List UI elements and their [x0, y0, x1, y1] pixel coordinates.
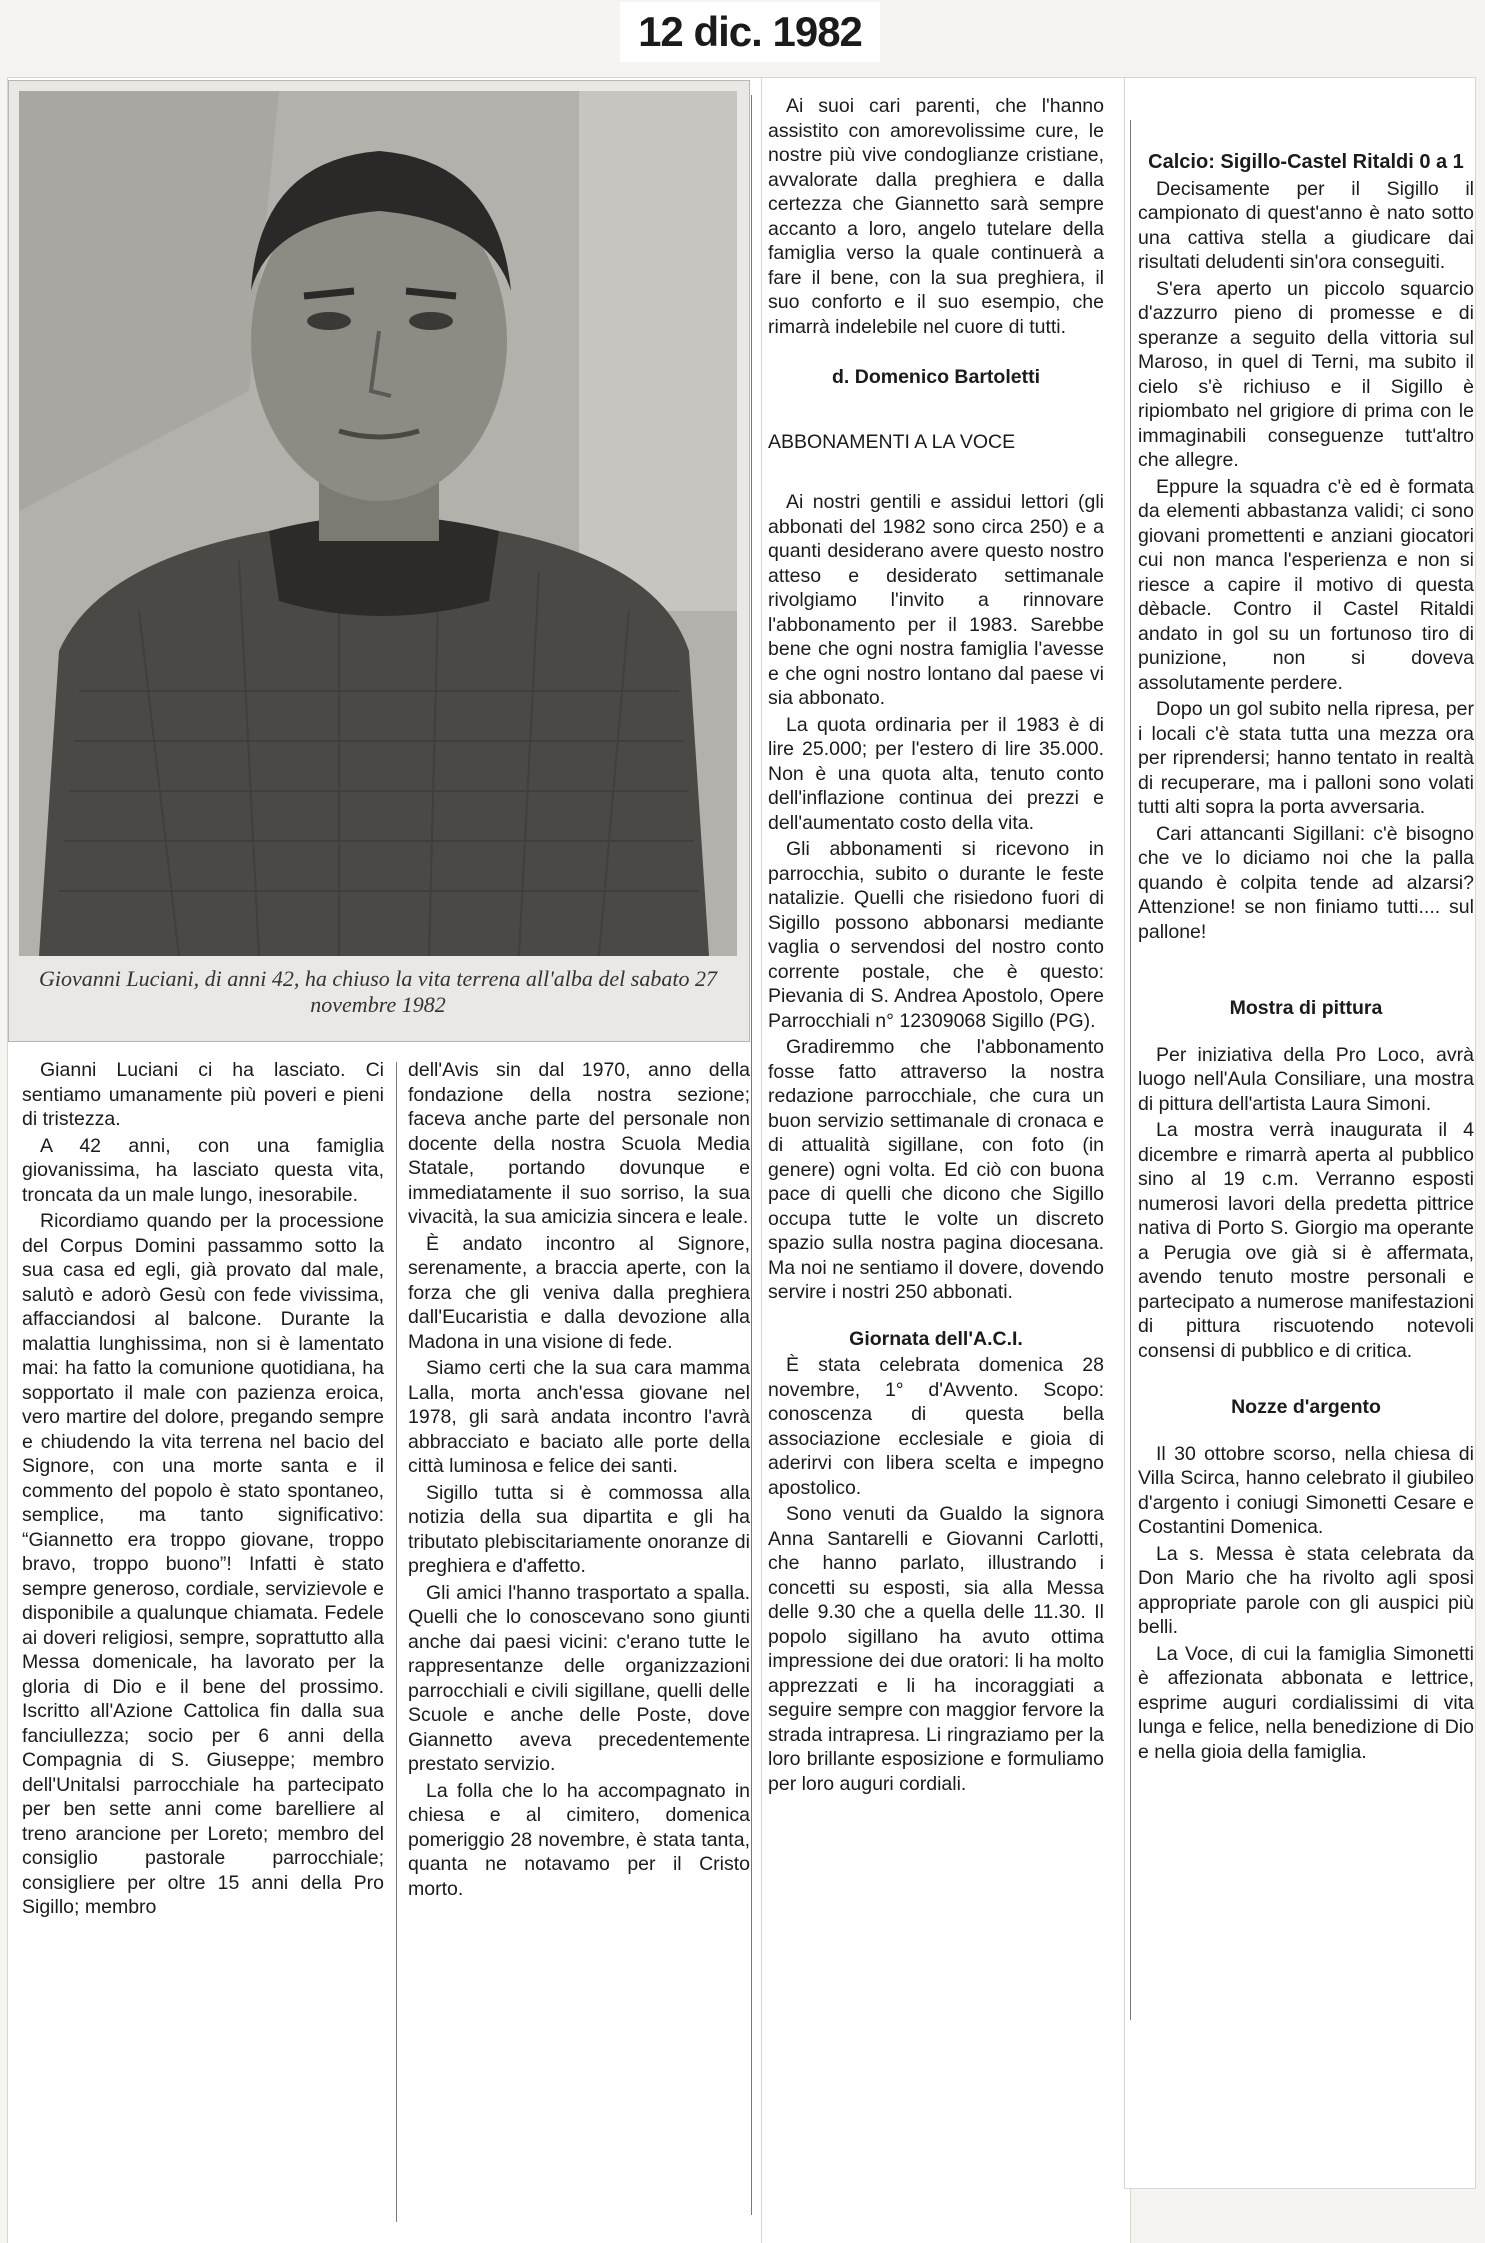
- paragraph: Siamo certi che la sua cara mamma Lalla, morta anch'essa giovane nel 1978, gli sarà andata incontro l'avrà abbracciato e baciato alle porte della città luminosa e felice dei santi.: [408, 1357, 750, 1477]
- paragraph: La quota ordinaria per il 1983 è di lire 25.000; per l'estero di lire 35.000. Non è una quota alta, tenuto conto dell'inflazione continua dei prezzi e dell'aumentato costo della vita.: [768, 713, 1104, 834]
- column-middle: [408, 1058, 750, 1901]
- paragraph: La Voce, di cui la famiglia Simonetti è affezionata abbonata e lettrice, esprime auguri cordialissimi di vita lunga e felice, nella benedizione di Dio e nella gioia della famiglia.: [1138, 1642, 1474, 1763]
- section-heading-nozze: Nozze d'argento: [1231, 1396, 1381, 1418]
- clipping-date: 12 dic. 1982: [620, 2, 880, 62]
- paragraph: Per iniziativa della Pro Loco, avrà luogo nell'Aula Consiliare, una mostra di pittura dell'artista Laura Simoni.: [1138, 1043, 1474, 1115]
- photo-caption: Giovanni Luciani, di anni 42, ha chiuso la vita terrena all'alba del sabato 27 novembre 1982: [39, 966, 717, 1017]
- column-left: [22, 1058, 384, 1920]
- paragraph: Ai suoi cari parenti, che l'hanno assistito con amorevolissime cure, le nostre più vive condoglianze cristiane, avvalorate dalla preghiera e dalla certezza che Giannetto sarà sempre accanto a loro, angelo tutelare della famiglia verso la quale continuerà a fare il bene, con la sua preghiera, il suo conforto e il suo esempio, che rimarrà indelebile nel cuore di tutti.: [768, 95, 1104, 338]
- section-heading-calcio: Calcio: Sigillo-Castel Ritaldi 0 a 1: [1148, 151, 1464, 173]
- column-divider: [1130, 120, 1131, 2020]
- section-heading-mostra: Mostra di pittura: [1229, 997, 1383, 1019]
- paragraph: Ricordiamo quando per la processione del Corpus Domini passammo sotto la sua casa ed egli, già provato dal male, salutò e adorò Gesù con fede vivissima, affacciandosi al balcone. Durante la malattia lunghissima, non si è lamentato mai: ha fatto la comunione quotidiana, ha sopportato il male con pazienza eroica, vero martire del dolore, pregando sempre e chiudendo la vita terrena nel bacio del Signore, con una morte santa e il commento del popolo è stato spontaneo, semplice, ma tanto significativo: “Giannetto era troppo giovane, troppo bravo, troppo buono”! Infatti è stato sempre generoso, cordiale, servizievole e disponibile a qualunque chiamata. Fedele ai doveri religiosi, sempre, soprattutto alla Messa domenicale, ha lavorato per la gloria di Dio e il bene del prossimo. Iscritto all'Azione Cattolica fin dalla sua fanciullezza; socio per 6 anni della Compagnia di S. Giuseppe; membro dell'Unitalsi parrocchiale ha partecipato per ben sette anni come barelliere al treno arancione per Loreto; membro del consiglio pastorale parrocchiale; consigliere per oltre 15 anni della Pro Sigillo; membro: [22, 1210, 384, 1918]
- author-signature: d. Domenico Bartoletti: [831, 366, 1041, 388]
- paragraph: La folla che lo ha accompagnato in chiesa e al cimitero, domenica pomeriggio 28 novembre, è stata tanta, quanta ne notavamo per il Cristo morto.: [408, 1779, 750, 1900]
- paragraph: È andato incontro al Signore, serenamente, a braccia aperte, con la forza che gli veniva dalla preghiera dall'Eucaristia e dalla devozione alla Madona in una visione di fede.: [408, 1232, 750, 1353]
- portrait-illustration: [19, 91, 737, 956]
- photo-frame: [8, 80, 750, 1042]
- section-heading-aci: Giornata dell'A.C.I.: [849, 1327, 1023, 1350]
- column-divider: [396, 1062, 397, 2222]
- paragraph: Ai nostri gentili e assidui lettori (gli abbonati del 1982 sono circa 250) e a quanti desiderano avere questo nostro atteso e desiderato settimanale rivolgiamo l'invito a rinnovare l'abbonamento per il 1983. Sarebbe bene che ogni nostra famiglia l'avesse e che ogni nostro lontano dal paese vi sia abbonato.: [768, 491, 1104, 709]
- paragraph: Gli abbonamenti si ricevono in parrocchia, subito o durante le feste natalizie. Quelli che risiedono fuori di Sigillo possono abbonarsi mediante vaglia o servendosi del nostro conto corrente postale, che è questo: Pievania di S. Andrea Apostolo, Opere Parrocchiali n° 12309068 Sigillo (PG).: [768, 838, 1104, 1032]
- paragraph: La mostra verrà inaugurata il 4 dicembre e rimarrà aperta al pubblico sino al 19 c.m. Verranno esposti numerosi lavori della predetta pittrice nativa di Porto S. Giorgio ma operante a Perugia ove già si è affermata, avendo tenuto mostre personali e partecipato a numerose manifestazioni di pittura riscuotendo notevoli consensi di pubblico e di critica.: [1138, 1119, 1474, 1362]
- portrait-photo: [19, 91, 737, 956]
- paragraph: Dopo un gol subito nella ripresa, per i locali c'è stata tutta una mezza ora per riprendersi; hanno tentato in realtà di recuperare, ma i palloni sono volati tutti alti sopra la porta avversaria.: [1138, 698, 1474, 818]
- paragraph: La s. Messa è stata celebrata da Don Mario che ha rivolto agli sposi appropriate parole con gli auspici più belli.: [1138, 1542, 1474, 1638]
- paragraph: S'era aperto un piccolo squarcio d'azzurro pieno di promesse e di speranze a seguito della vittoria sul Maroso, in quel di Terni, ma subito il cielo s'è richiuso e il Sigillo è ripiombato nel grigiore di prima con le immaginabili conseguenze tutt'altro che allegre.: [1138, 277, 1474, 471]
- paragraph: Cari attancanti Sigillani: c'è bisogno che ve lo diciamo noi che la palla quando è colpita tende ad alzarsi? Attenzione! se non finiamo tutti.... sul pallone!: [1138, 822, 1474, 943]
- paragraph: A 42 anni, con una famiglia giovanissima, ha lasciato questa vita, troncata da un male lungo, inesorabile.: [22, 1134, 384, 1206]
- paragraph: È stata celebrata domenica 28 novembre, 1° d'Avvento. Scopo: conoscenza di questa bella associazione ecclesiale e gioia di aderirvi con libera scelta e impegno apostolico.: [768, 1354, 1104, 1499]
- paragraph: Gianni Luciani ci ha lasciato. Ci sentiamo umanamente più poveri e pieni di tristezza.: [22, 1059, 384, 1130]
- column-fourth: [1138, 150, 1474, 1764]
- column-third: [768, 94, 1104, 1796]
- paragraph: Sigillo tutta si è commossa alla notizia della sua dipartita e gli ha tributato plebiscitariamente onoranze di preghiera e d'affetto.: [408, 1481, 750, 1577]
- paragraph: Sono venuti da Gualdo la signora Anna Santarelli e Giovanni Carlotti, che hanno parlato, illustrando i concetti su esposti, sia alla Messa delle 9.30 che a quella delle 11.30. Il popolo sigillano ha avuto ottima impressione dei due oratori: li ha molto apprezzati e li ha incoraggiati a seguire sempre con maggior fervore la strada intrapresa. Li ringraziamo per la loro brillante esposizione e formuliamo per loro auguri cordiali.: [768, 1503, 1104, 1795]
- paragraph: Gradiremmo che l'abbonamento fosse fatto attraverso la nostra redazione parrocchiale, che cura un buon servizio settimanale di cronaca e di attualità sigillane, con foto (in genere) ogni volta. Ed ciò con buona pace di quelli che dicono che Sigillo occupa tutte le volte un discreto spazio sulla nostra pagina diocesana. Ma noi ne sentiamo il dovere, dovendo servire i nostri 250 abbonati.: [768, 1036, 1104, 1303]
- paragraph: Eppure la squadra c'è ed è formata da elementi abbastanza validi; ci sono giovani promettenti e anziani giocatori cui non manca l'esperienza e non si riesce a capire il motivo di questa dèbacle. Contro il Castel Ritaldi andato in gol su un fortunoso tiro di punizione, non si doveva assolutamente perdere.: [1138, 475, 1474, 694]
- column-divider: [751, 95, 752, 2215]
- paragraph: Il 30 ottobre scorso, nella chiesa di Villa Scirca, hanno celebrato il giubileo d'argento i coniugi Simonetti Cesare e Costantini Domenica.: [1138, 1442, 1474, 1538]
- paragraph: Gli amici l'hanno trasportato a spalla. Quelli che lo conoscevano sono giunti anche dai paesi vicini: c'erano tutte le rappresentanze delle organizzazioni parrocchiali e civili sigillane, quelli delle Scuole e anche delle Poste, dove Giannetto aveva precedentemente prestato servizio.: [408, 1581, 750, 1775]
- paragraph: dell'Avis sin dal 1970, anno della fondazione della nostra sezione; faceva anche parte del personale non docente della nostra Scuola Media Statale, portando dovunque e immediatamente il suo sorriso, la sua vivacità, la sua amicizia sincera e leale.: [408, 1059, 750, 1228]
- paragraph: Decisamente per il Sigillo il campionato di quest'anno è nato sotto una cattiva stella a giudicare dai risultati deludenti sin'ora conseguiti.: [1138, 177, 1474, 273]
- section-heading-abbonamenti: ABBONAMENTI A LA VOCE: [768, 430, 1016, 453]
